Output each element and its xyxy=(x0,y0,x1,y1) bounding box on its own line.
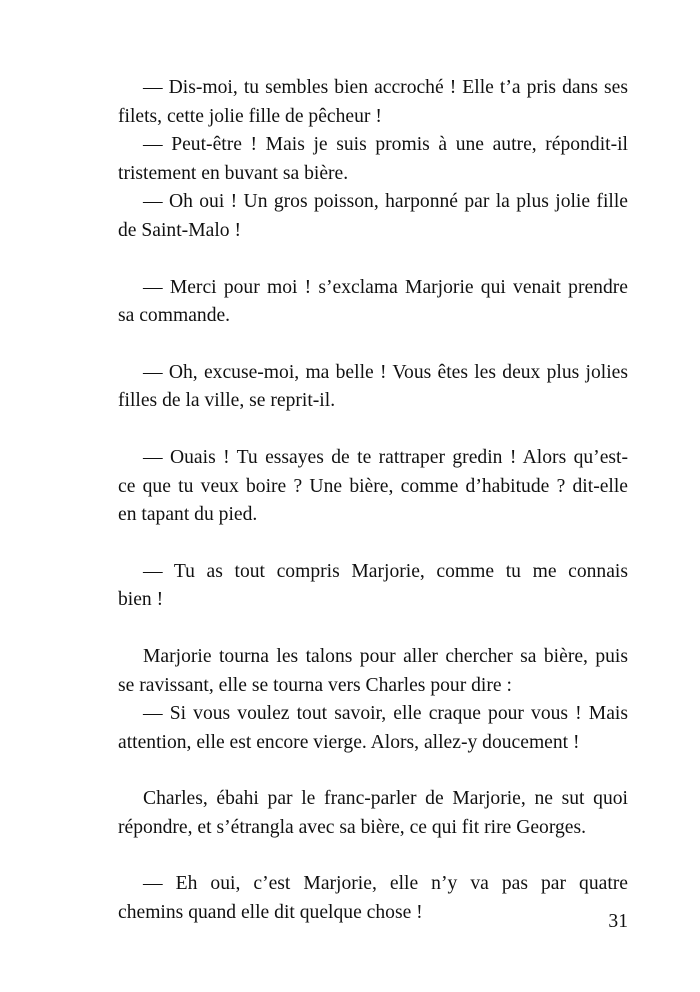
paragraph-gap xyxy=(118,246,628,274)
text-line: en tapant du pied. xyxy=(118,504,258,526)
paragraph-gap xyxy=(118,530,628,558)
text-line: — Tu as tout compris Marjorie, comme tu me connais xyxy=(143,560,628,582)
text-line: bien ! xyxy=(118,589,164,611)
text-line: chemins quand elle dit quelque chose ! xyxy=(118,902,423,924)
page-body xyxy=(118,74,628,928)
text-line: filles de la ville, se reprit-il. xyxy=(118,390,336,412)
paragraph xyxy=(118,870,628,927)
paragraph-gap xyxy=(118,331,628,359)
paragraph xyxy=(118,700,628,757)
text-line: ce que tu veux boire ? Une bière, comme d’habitude ? dit-elle xyxy=(118,475,628,497)
paragraph xyxy=(118,131,628,188)
text-line: se ravissant, elle se tourna vers Charles pour dire : xyxy=(118,674,512,696)
text-line: tristement en buvant sa bière. xyxy=(118,162,349,184)
text-line: — Peut-être ! Mais je suis promis à une autre, répondit-il xyxy=(143,134,628,156)
paragraph xyxy=(118,274,628,331)
text-line: — Dis-moi, tu sembles bien accroché ! Elle t’a pris dans ses xyxy=(143,77,628,98)
paragraph-gap xyxy=(118,615,628,643)
paragraph xyxy=(118,74,628,131)
paragraph-gap xyxy=(118,757,628,785)
text-line: — Ouais ! Tu essayes de te rattraper gredin ! Alors qu’est- xyxy=(143,446,628,468)
paragraph-gap xyxy=(118,842,628,870)
text-line: répondre, et s’étrangla avec sa bière, ce qui fit rire Georges. xyxy=(118,816,587,838)
text-line: attention, elle est encore vierge. Alors, allez-y doucement ! xyxy=(118,731,580,753)
text-line: — Si vous voulez tout savoir, elle craque pour vous ! Mais xyxy=(143,703,628,725)
paragraph xyxy=(118,444,628,530)
paragraph xyxy=(118,643,628,700)
text-line: — Oh oui ! Un gros poisson, harponné par la plus jolie fille xyxy=(143,191,628,213)
text-line: — Oh, excuse-moi, ma belle ! Vous êtes les deux plus jolies xyxy=(143,361,628,383)
text-line: Charles, ébahi par le franc-parler de Marjorie, ne sut quoi xyxy=(143,788,628,810)
text-line: Marjorie tourna les talons pour aller chercher sa bière, puis xyxy=(143,645,628,667)
paragraph xyxy=(118,188,628,245)
text-line: filets, cette jolie fille de pêcheur ! xyxy=(118,105,382,127)
paragraph xyxy=(118,785,628,842)
page-number: 31 xyxy=(608,911,628,932)
text-line: de Saint-Malo ! xyxy=(118,219,241,241)
text-line: — Eh oui, c’est Marjorie, elle n’y va pas par quatre xyxy=(143,873,628,895)
text-line: sa commande. xyxy=(118,305,231,327)
paragraph-gap xyxy=(118,416,628,444)
paragraph xyxy=(118,359,628,416)
paragraph xyxy=(118,558,628,615)
text-line: — Merci pour moi ! s’exclama Marjorie qui venait prendre xyxy=(143,276,628,298)
